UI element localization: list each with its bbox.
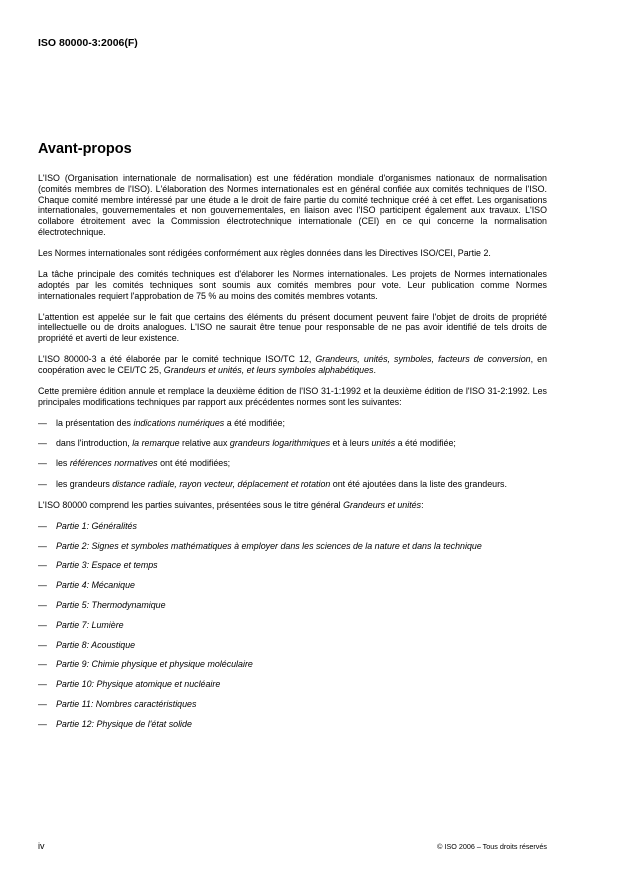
dash-bullet: —	[38, 639, 47, 650]
list-item: — Partie 5: Thermodynamique	[38, 599, 166, 610]
dash-bullet: —	[38, 458, 47, 469]
dash-bullet: —	[38, 659, 47, 670]
page-title: Avant-propos	[38, 141, 132, 157]
list-item: — Partie 4: Mécanique	[38, 580, 135, 591]
foreword-body	[38, 173, 547, 739]
paragraph-patent-rights: L'attention est appelée sur le fait que certains des éléments du présent document peuvent faire l'objet de droits de propriété intellectuelle ou de droits analogues. L'ISO ne saurait être tenue pour responsable de ne pas avoir identifié de tels droits de propriété et averti de leur existence.	[38, 311, 547, 344]
page-number: iv	[38, 841, 45, 851]
document-id: ISO 80000-3:2006(F)	[38, 37, 138, 49]
dash-bullet: —	[38, 698, 47, 709]
list-item: — Partie 7: Lumière	[38, 619, 124, 630]
dash-bullet: —	[38, 478, 47, 489]
list-item: — la présentation des indications numériques a été modifiée;	[38, 418, 285, 429]
committee-title-tc25: Grandeurs et unités, et leurs symboles alphabétiques	[163, 365, 374, 376]
dash-bullet: —	[38, 560, 47, 571]
text-run: .	[373, 365, 376, 376]
list-item: — Partie 1: Généralités	[38, 520, 137, 531]
list-item: — dans l'introduction, la remarque relative aux grandeurs logarithmiques et à leurs unités a été modifiée;	[38, 438, 456, 449]
list-item: — Partie 11: Nombres caractéristiques	[38, 698, 197, 709]
copyright-notice: © ISO 2006 – Tous droits réservés	[437, 842, 547, 851]
paragraph-technical-committees: La tâche principale des comités techniques est d'élaborer les Normes internationales. Les projets de Normes internationales adoptés par les comités techniques sont soumis aux comités membres pour vote. Leur publication comme Normes internationales requiert l'approbation de 75 % au moins des comités membres votants.	[38, 269, 547, 301]
list-item: — Partie 2: Signes et symboles mathématiques à employer dans les sciences de la nature et dans la technique	[38, 540, 482, 551]
paragraph-parts-intro: L'ISO 80000 comprend les parties suivantes, présentées sous le titre général Grandeurs et unités:	[38, 499, 424, 510]
dash-bullet: —	[38, 679, 47, 690]
text-run: L'ISO 80000-3 a été élaborée par le comité technique ISO/TC 12,	[38, 354, 316, 365]
dash-bullet: —	[38, 619, 47, 630]
list-item: — Partie 8: Acoustique	[38, 639, 136, 650]
list-item: — les références normatives ont été modifiées;	[38, 458, 231, 469]
paragraph-iso-overview: L'ISO (Organisation internationale de normalisation) est une fédération mondiale d'organismes nationaux de normalisation (comités membres de l'ISO). L'élaboration des Normes internationales est en général confiée aux comités techniques de l'ISO. Chaque comité membre intéressé par une étude a le droit de faire partie du comité technique créé à cet effet. Les organisations internationales, gouvernementales et non gouvernementales, en liaison avec l'ISO participent également aux travaux. L'ISO collabore étroitement avec la Commission électrotechnique internationale (CEI) en ce qui concerne la normalisation électrotechnique.	[38, 173, 547, 237]
list-item: — Partie 12: Physique de l'état solide	[38, 718, 192, 729]
paragraph-directives: Les Normes internationales sont rédigées conformément aux règles données dans les Directives ISO/CEI, Partie 2.	[38, 247, 491, 258]
dash-bullet: —	[38, 580, 47, 591]
text-run: , en coopération avec le CEI/TC 25,	[38, 354, 548, 376]
list-item: — Partie 3: Espace et temps	[38, 560, 158, 571]
dash-bullet: —	[38, 438, 47, 449]
dash-bullet: —	[38, 718, 47, 729]
dash-bullet: —	[38, 599, 47, 610]
dash-bullet: —	[38, 540, 47, 551]
changes-list	[38, 418, 547, 489]
dash-bullet: —	[38, 520, 47, 531]
list-item: — Partie 10: Physique atomique et nucléaire	[38, 679, 221, 690]
list-item: — les grandeurs distance radiale, rayon vecteur, déplacement et rotation ont été ajoutées dans la liste des grandeurs.	[38, 478, 507, 489]
dash-bullet: —	[38, 418, 47, 429]
committee-title-tc12: Grandeurs, unités, symboles, facteurs de conversion	[315, 354, 531, 365]
parts-list	[38, 521, 547, 730]
paragraph-preparation	[38, 354, 547, 376]
list-item: — Partie 9: Chimie physique et physique moléculaire	[38, 659, 253, 670]
paragraph-edition-note: Cette première édition annule et remplace la deuxième édition de l'ISO 31-1:1992 et la deuxième édition de l'ISO 31-2:1992. Les principales modifications techniques par rapport aux précédentes normes sont les suivantes:	[38, 386, 547, 407]
